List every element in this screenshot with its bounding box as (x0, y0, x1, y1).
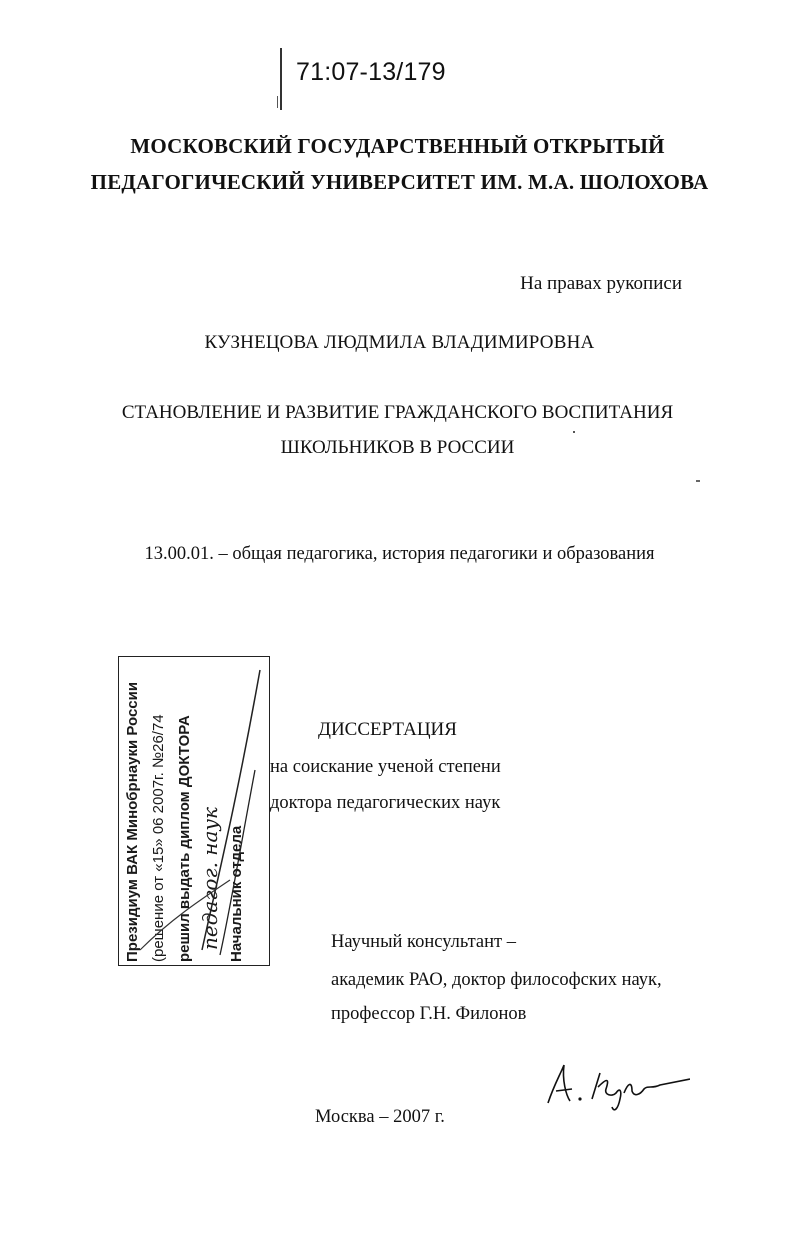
scan-speck (573, 431, 575, 433)
code-frame-line (280, 48, 282, 110)
thesis-title-line1: СТАНОВЛЕНИЕ И РАЗВИТИЕ ГРАЖДАНСКОГО ВОСПИТАНИЯ (121, 402, 674, 423)
code-frame-tick (277, 96, 278, 108)
stamp-handwritten: педагог. наук (198, 807, 222, 950)
author-name: КУЗНЕЦОВА ЛЮДМИЛА ВЛАДИМИРОВНА (204, 332, 595, 353)
stamp-line: Начальник отдела (228, 825, 245, 962)
stamp-line: Президиум ВАК Минобрнауки России (124, 681, 141, 962)
consultant-label: Научный консультант – (331, 932, 516, 952)
dissertation-purpose: на соискание ученой степени (270, 757, 501, 777)
rights-note: На правах рукописи (520, 273, 682, 294)
city-year: Москва – 2007 г. (315, 1107, 445, 1127)
stamp-line: решил выдать диплом ДОКТОРА (176, 715, 193, 962)
signature (540, 1055, 690, 1115)
university-name-line1: МОСКОВСКИЙ ГОСУДАРСТВЕННЫЙ ОТКРЫТЫЙ (130, 134, 665, 158)
scan-speck (696, 480, 700, 482)
specialty-code: 13.00.01. – общая педагогика, история педагогики и образования (144, 544, 655, 564)
catalog-code: 71:07-13/179 (296, 58, 446, 86)
vak-stamp (110, 650, 270, 970)
thesis-title-line2: ШКОЛЬНИКОВ В РОССИИ (280, 437, 515, 458)
consultant-credentials: академик РАО, доктор философских наук, (331, 970, 662, 990)
dissertation-label: ДИССЕРТАЦИЯ (318, 719, 457, 740)
stamp-line: (решение от «15» 06 2007г. №26/74 (150, 714, 167, 962)
dissertation-degree: доктора педагогических наук (270, 793, 501, 813)
consultant-name: профессор Г.Н. Филонов (331, 1004, 527, 1024)
university-name-line2: ПЕДАГОГИЧЕСКИЙ УНИВЕРСИТЕТ ИМ. М.А. ШОЛОХОВА (90, 170, 709, 194)
stamp-ink-strokes (110, 650, 270, 970)
